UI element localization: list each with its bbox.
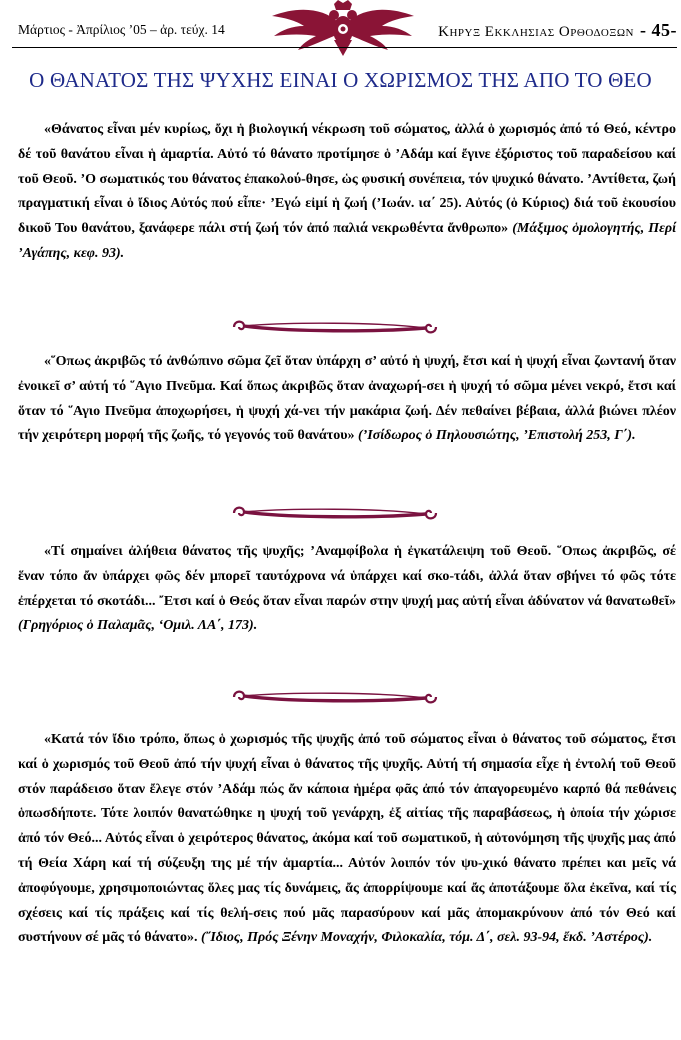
article-title: Ο ΘΑΝΑΤΟΣ ΤΗΣ ΨΥΧΗΣ ΕΙΝΑΙ Ο ΧΩΡΙΣΜΟΣ ΤΗΣ ΑΠΟ ΤΟ ΘΕΟ [29,68,652,92]
issue-info: Μάρτιος - Ἀπρίλιος ’05 – ἀρ. τεύχ. 14 [18,22,225,37]
header-rule [12,47,677,48]
quote-text: «Κατά τόν ἴδιο τρόπο, ὅπως ὁ χωρισμός τῆς ψυχῆς ἀπό τοῦ σώματος εἶναι ὁ θάνατος τοῦ σώματος, ἔτσι καί ὁ χωρισμός τοῦ Θεοῦ ἀπό τήν ψυχή εἶναι ὁ θάνατος τῆς ψυχῆς. Αὐτή τή σημασία εἶχε ἡ ἐντολή τοῦ Θεοῦ στόν παράδεισο ὅταν ἔλεγε στόν ’Αδάμ πώς ἄν κάποια ἡμέρα φᾶς ἀπό τόν ἀπαγορευμένο καρπό θά πεθάνεις ὁπωσδήποτε. Τότε λοιπόν θανατώθηκε η ψυχή τοῦ γενάρχη, ἐξ αἰτίας τῆς παραβάσεως, ἡ ὁποία τήν χώρισε ἀπό τόν Θεό... Αὐτός εἶναι ὁ χειρότερος θάνατος, ἀκόμα καί τοῦ σωματικοῦ, ἡ αὐτονόμηση τῆς ψυχῆς μας ἀπό τή Θεία Χάρη καί τή σύζευξη της μέ τήν ἁμαρτία... Αὐτόν λοιπόν τόν ψυ-χικό θάνατο πρέπει και μεῖς νά ἀποφύγουμε, χρησιμοποιώντας ὅλες μας τίς δυνάμεις, ἄς ἀπορρίψουμε καί ἄς ἀποτάξουμε ὅλα ἐκεῖνα, καί τίς σχέσεις καί τίς πράξεις καί τίς θελή-σεις πού μᾶς παρασύρουν καί μᾶς ἀπομακρύνουν ἀπό τόν Θεό καί συστήνουν σέ μᾶς τό θάνατο». [18,732,676,946]
quote-source: (Γρηγόριος ὁ Παλαμᾶς, ‘Ομιλ. ΛΑ΄, 173). [18,618,258,634]
scroll-ornament-icon [228,686,442,708]
quote-source: (’Ισίδωρος ὁ Πηλουσιώτης, ’Επιστολή 253, Γ΄). [357,428,636,444]
quote-text: «Θάνατος εἶναι μέν κυρίως, ὄχι ἡ βιολογική νέκρωση τοῦ σώματος, ἀλλά ὁ χωρισμός ἀπό τό Θεό, κέντρο δέ τοῦ θανάτου εἶναι ἡ ἁμαρτία. Αὐτό τό θάνατο προτίμησε ὁ ’Αδάμ καί ἔγινε ἐξόριστος τοῦ παραδείσου καί τοῦ Θεοῦ. ’Ο σωματικός του θάνατος ἐπακολού-θησε, ὡς φυσική συνέπεια, τόν ψυχικό θάνατο. ’Αντίθετα, ζωή πραγματική εἶναι ὁ ἴδιος Αὐτός πού εἶπε· ’Εγώ εἰμί ἡ ζωή (’Ιωάν. ια΄ 25). Αὐτός (ὁ Κύριος) διά τοῦ ἑκουσίου δικοῦ Του θανάτου, ξανάφερε πάλι στή ζωή τόν ἀπό παλιά νεκρωθέντα ἄνθρωπο» [18,122,676,237]
journal-name: Κηρυξ Εκκλησιας Ορθοδοξων [438,24,634,40]
quote-source: (῎Ιδιος, Πρός Ξένην Μοναχήν, Φιλοκαλία, τόμ. Δ΄, σελ. 93-94, ἔκδ. ’Αστέρος). [201,930,653,946]
double-headed-eagle-icon [268,0,418,58]
page-number: - 45- [640,20,677,40]
quote-text: «῞Οπως ἀκριβῶς τό ἀνθώπινο σῶμα ζεῖ ὅταν ὑπάρχη σ’ αὐτό ἡ ψυχή, ἔτσι καί ἡ ψυχή εἶναι ζωντανή ὅταν ἐνοικεῖ σ’ αὐτή τό ῞Αγιο Πνεῦμα. Καί ὅπως ἀκριβῶς ὅταν ἀναχωρή-σει ἡ ψυχή τό σῶμα μένει νεκρό, ἔτσι καί ὅταν τό ῞Αγιο Πνεῦμα ἀποχωρήσει, ἡ ψυχή χά-νει τήν μακάρια ζωή. Δέν πεθαίνει βέβαια, ἀλλά βιώνει πλέον τήν χειρότερη μορφή τῆς ζωῆς, τό γεγονός τοῦ θανάτου» [18,354,676,444]
quote-paragraph-3 [18,540,676,639]
scroll-ornament-icon [228,502,442,524]
quote-paragraph-1 [18,118,676,267]
quote-text: «Τί σημαίνει ἀλήθεια θάνατος τῆς ψυχῆς; ’Αναμφίβολα ἡ ἐγκατάλειψη τοῦ Θεοῦ. ῞Οπως ἀκριβῶς, σέ ἕναν τόπο ἄν ὑπάρχει φῶς δέν μπορεῖ ταυτόχρονα νά ὑπάρχει καί σκο-τάδι, ἀλλά ὅταν σβήνει τό φῶς τότε ἐπέρχεται τό σκοτάδι... ῎Ετσι καί ὁ Θεός ὅταν εἶναι παρών στην ψυχή μας αὐτή εἶναι ἀδύνατον νά θανατωθεῖ» [18,544,676,609]
quote-paragraph-4 [18,728,676,951]
quote-source: (Μάξιμος ὁμολογητής, Περί ’Αγάπης, κεφ. 93). [18,221,676,261]
quote-paragraph-2 [18,350,676,449]
scroll-ornament-icon [228,316,442,338]
page-header [0,0,681,62]
magazine-title [438,20,677,41]
